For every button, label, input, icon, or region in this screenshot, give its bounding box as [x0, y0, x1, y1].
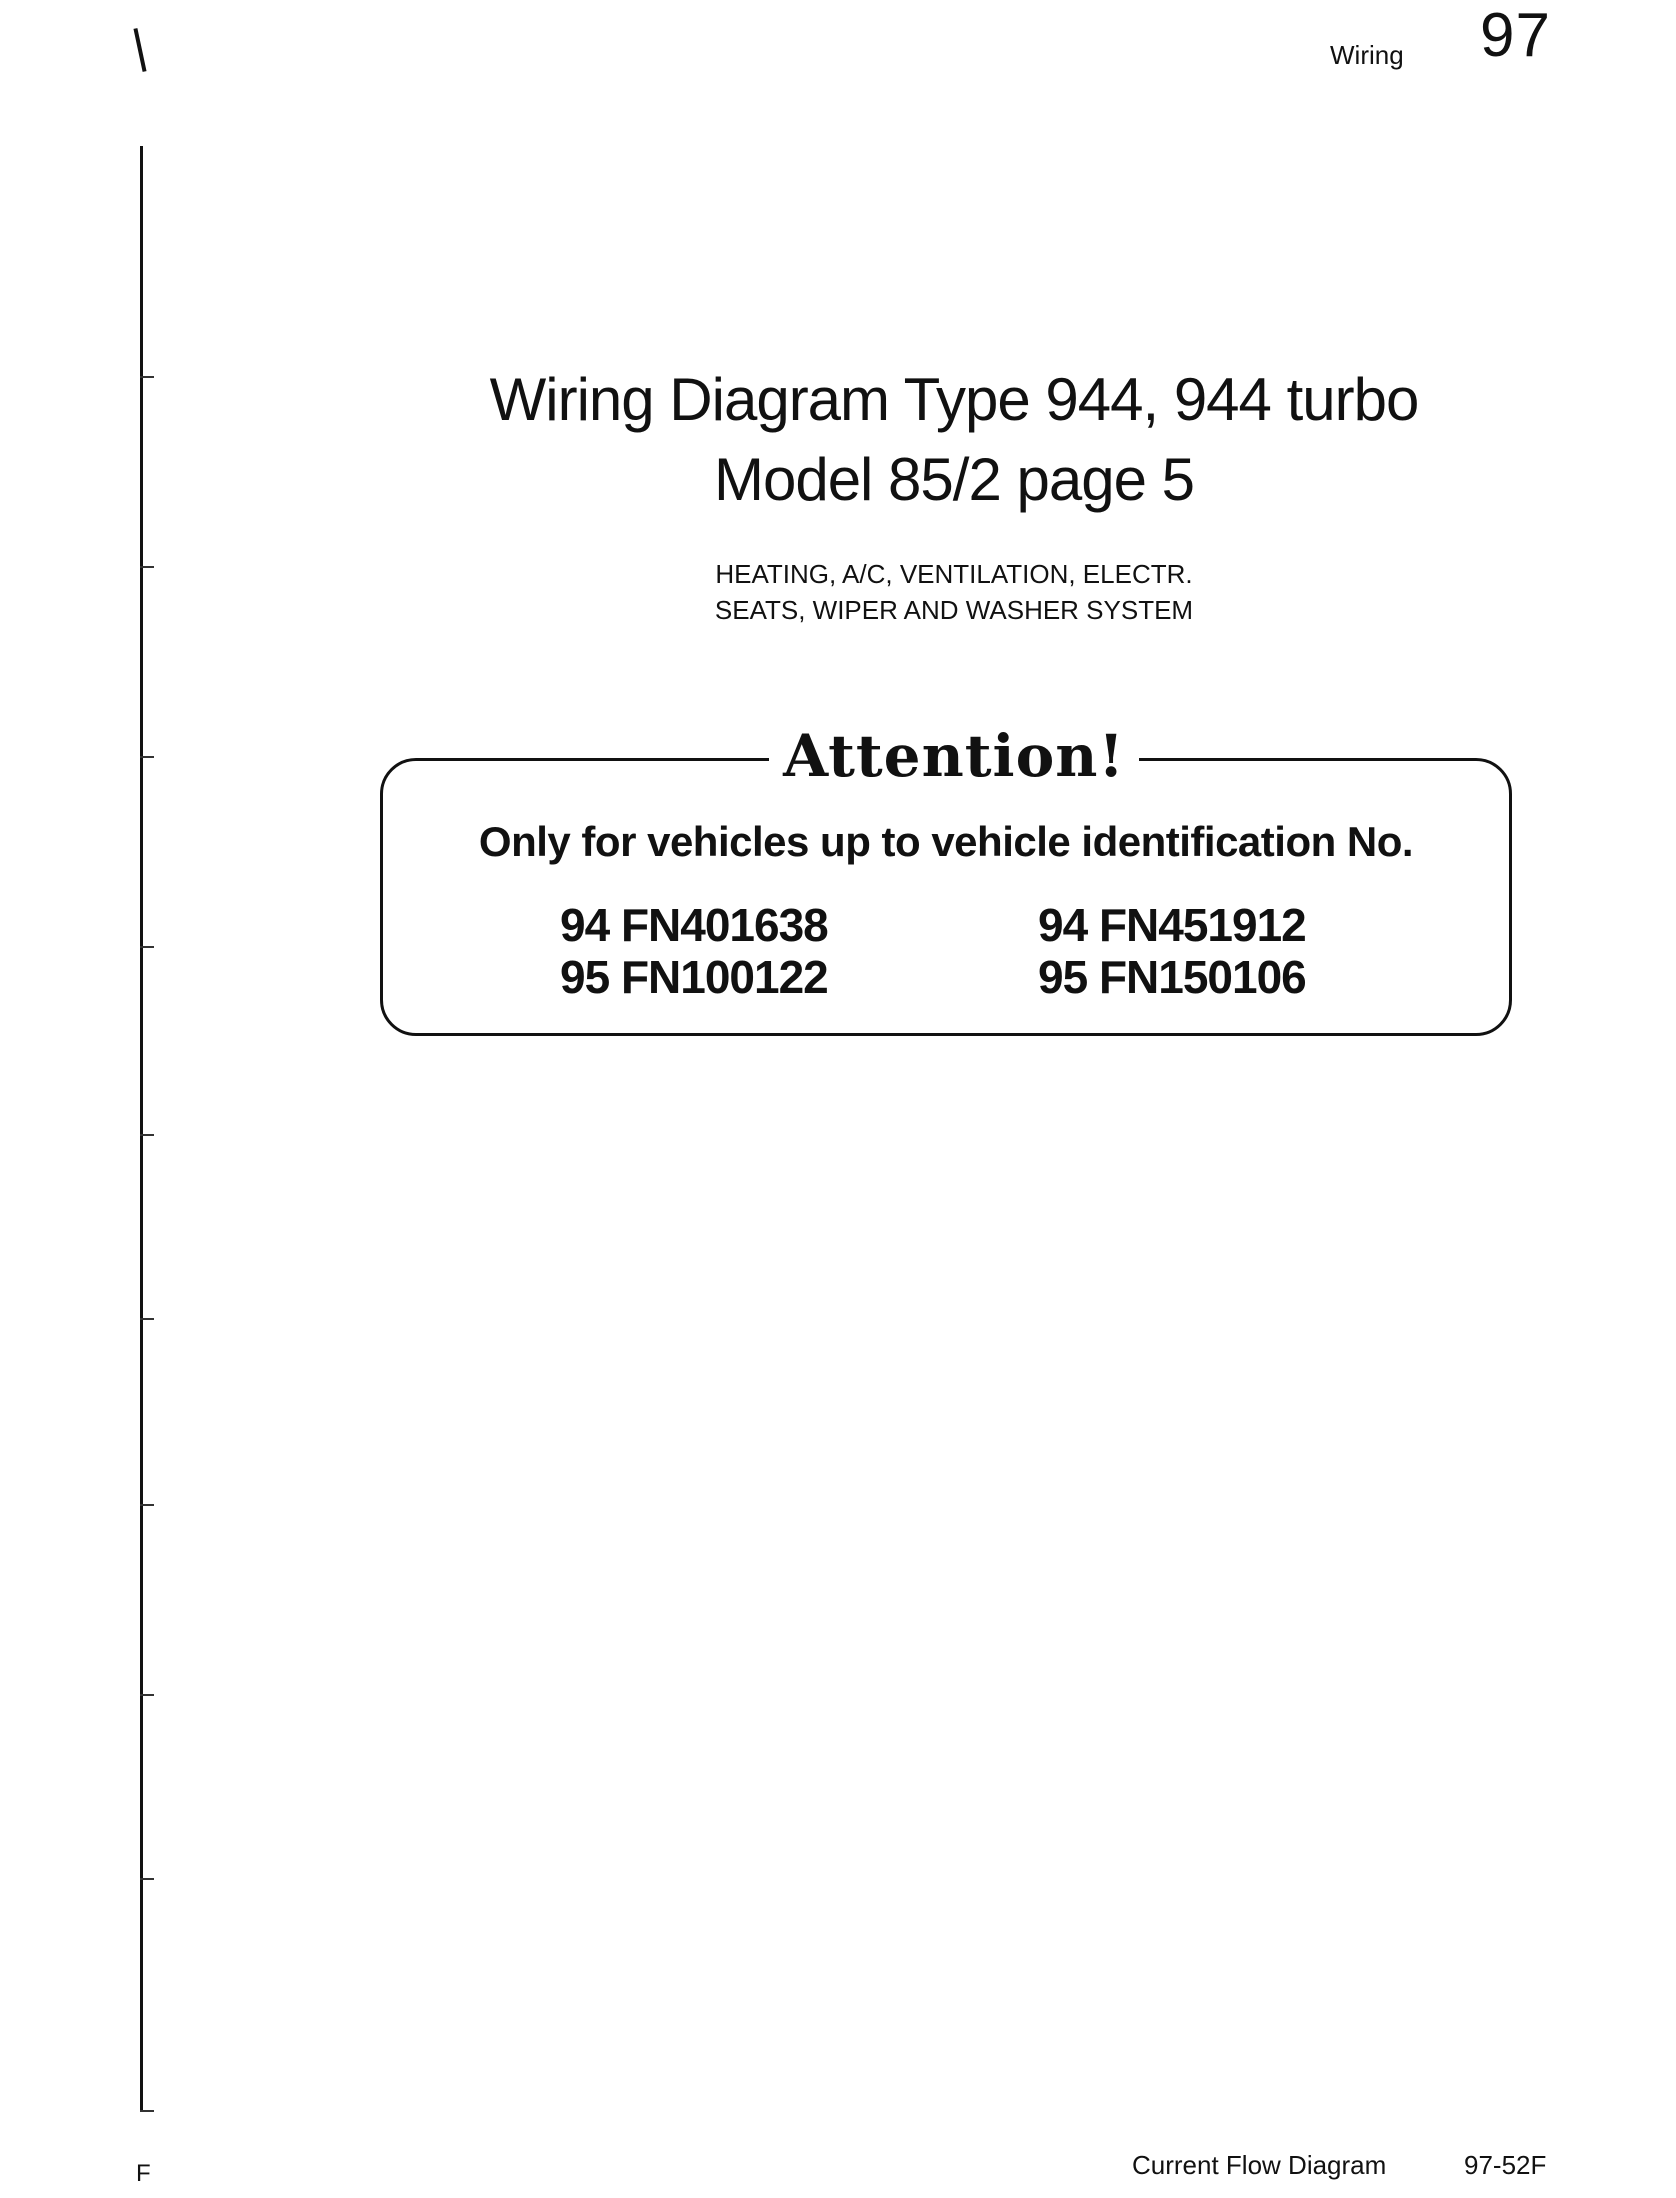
- vin-entry: 94 FN451912: [1038, 899, 1306, 951]
- page-subtitle: [0, 556, 1676, 628]
- margin-tick: [140, 946, 154, 948]
- attention-box: [380, 758, 1512, 1036]
- vin-entry: 95 FN150106: [1038, 951, 1306, 1003]
- attention-title: Attention!: [769, 722, 1139, 790]
- title-line-1: Wiring Diagram Type 944, 944 turbo: [489, 366, 1419, 433]
- margin-tick: [140, 2110, 154, 2112]
- page-title: [0, 360, 1676, 520]
- margin-tick: [140, 1134, 154, 1136]
- attention-heading: [0, 722, 1676, 790]
- margin-letter: F: [136, 2160, 151, 2187]
- margin-tick: [140, 1318, 154, 1320]
- vin-entry: 94 FN401638: [560, 899, 828, 951]
- footer-title: Current Flow Diagram: [1132, 2150, 1387, 2180]
- header-section: Wiring: [1330, 40, 1404, 70]
- header-page-number: 97: [1480, 1, 1551, 70]
- attention-text: Only for vehicles up to vehicle identification No.: [478, 818, 1414, 865]
- margin-top-mark: [133, 28, 146, 72]
- subtitle-line-1: HEATING, A/C, VENTILATION, ELECTR.: [715, 559, 1193, 589]
- margin-tick: [140, 1694, 154, 1696]
- margin-tick: [140, 1878, 154, 1880]
- vin-entry: 95 FN100122: [560, 951, 828, 1003]
- subtitle-line-2: SEATS, WIPER AND WASHER SYSTEM: [714, 595, 1194, 625]
- margin-tick: [140, 1504, 154, 1506]
- footer-page-code: 97-52F: [1464, 2150, 1547, 2180]
- title-line-2: Model 85/2 page 5: [713, 446, 1195, 513]
